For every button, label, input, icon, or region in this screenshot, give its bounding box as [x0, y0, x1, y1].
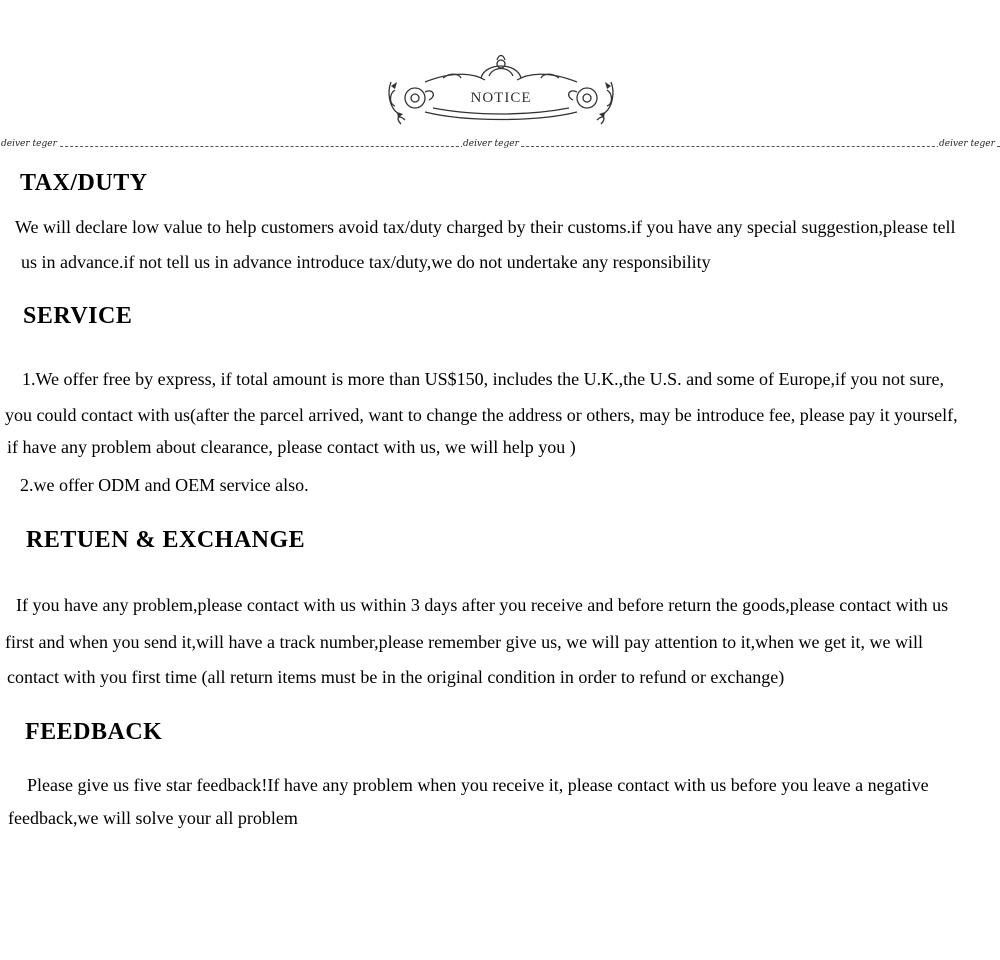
tax-line-2: us in advance.if not tell us in advance introduce tax/duty,we do not undertake any responsibility [21, 252, 711, 272]
feedback-line-1: Please give us five star feedback!If have any problem when you receive it, please contact with us before you leave a negative [27, 775, 929, 795]
divider-signature-right: deiver teger [939, 139, 995, 149]
divider-signature-center: deiver teger [463, 139, 519, 149]
service-line-1: 1.We offer free by express, if total amount is more than US$150, includes the U.K.,the U.S. and some of Europe,if you not sure, [22, 369, 945, 389]
service-line-3: if have any problem about clearance, please contact with us, we will help you ) [7, 437, 576, 457]
feedback-heading: FEEDBACK [25, 719, 163, 745]
notice-banner [385, 52, 617, 128]
service-line-4: 2.we offer ODM and OEM service also. [20, 475, 309, 495]
divider-signature-left: deiver teger [1, 139, 57, 149]
notice-label: NOTICE [470, 90, 532, 106]
return-line-2: first and when you send it,will have a track number,please remember give us, we will pay attention to it,when we get it, we will [5, 632, 924, 652]
return-line-1: If you have any problem,please contact with us within 3 days after you receive and before return the goods,please contact with us [16, 595, 949, 615]
return-line-3: contact with you first time (all return items must be in the original condition in order to refund or exchange) [7, 667, 785, 687]
service-heading: SERVICE [23, 303, 133, 329]
tax-duty-heading: TAX/DUTY [20, 170, 148, 196]
service-line-2: you could contact with us(after the parcel arrived, want to change the address or others, may be introduce fee, please pay it yourself, [5, 405, 958, 425]
feedback-line-2: feedback,we will solve your all problem [8, 808, 298, 828]
return-exchange-heading: RETUEN & EXCHANGE [26, 527, 306, 553]
tax-line-1: We will declare low value to help customers avoid tax/duty charged by their customs.if you have any special suggestion,please tell [15, 217, 956, 237]
